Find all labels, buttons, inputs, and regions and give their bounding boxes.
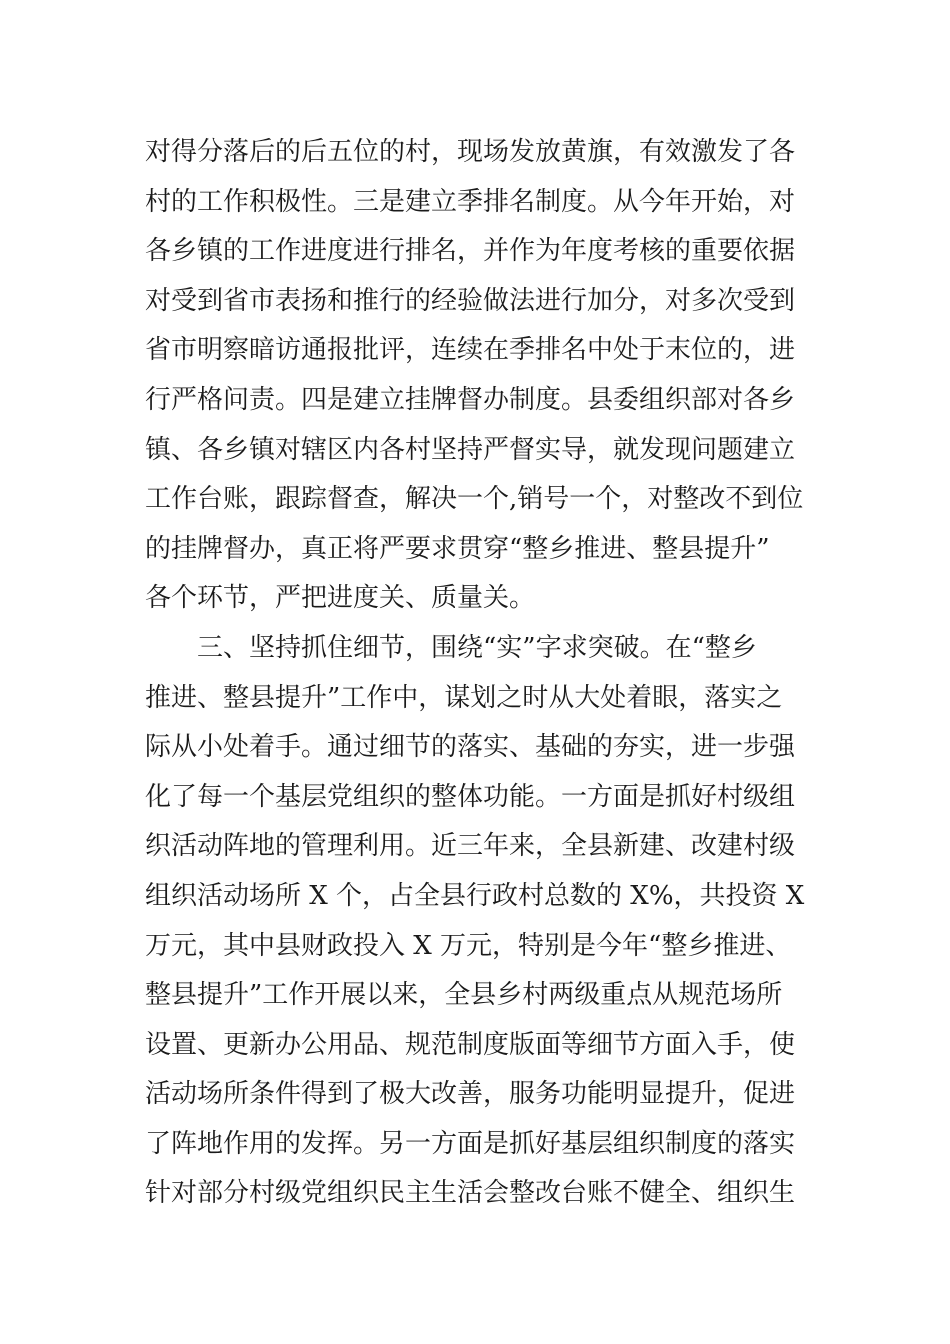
text-line: 各个环节，严把进度关、质量关。: [145, 583, 536, 614]
text-line: 工作台账，跟踪督查，解决一个,销号一个，对整改不到位: [145, 484, 804, 515]
text-line: 行严格问责。四是建立挂牌督办制度。县委组织部对各乡: [145, 384, 796, 415]
text-line: 对得分落后的后五位的村，现场发放黄旗，有效激发了各: [145, 137, 796, 167]
text-line: 镇、各乡镇对辖区内各村坚持严督实导，就发现问题建立: [145, 434, 796, 465]
section-heading-line: 三、坚持抓住细节，围绕“实”字求突破。在“整乡: [145, 632, 757, 663]
text-line: 万元，其中县财政投入 X 万元，特别是今年“整乡推进、: [145, 930, 792, 961]
text-line: 际从小处着手。通过细节的落实、基础的夯实，进一步强: [145, 732, 796, 763]
text-line: 组织活动场所 X 个，占全县行政村总数的 X%，共投资 X: [145, 880, 805, 911]
text-line: 的挂牌督办，真正将严要求贯穿“整乡推进、整县提升”: [145, 533, 770, 564]
text-line: 了阵地作用的发挥。另一方面是抓好基层组织制度的落实: [145, 1128, 796, 1159]
text-line: 针对部分村级党组织民主生活会整改台账不健全、组织生: [145, 1178, 796, 1209]
text-line: 省市明察暗访通报批评，连续在季排名中处于末位的，进: [145, 335, 796, 366]
text-line: 设置、更新办公用品、规范制度版面等细节方面入手，使: [145, 1029, 796, 1060]
text-line: 织活动阵地的管理利用。近三年来，全县新建、改建村级: [145, 831, 796, 862]
text-line: 对受到省市表扬和推行的经验做法进行加分，对多次受到: [145, 285, 796, 316]
text-line: 活动场所条件得到了极大改善，服务功能明显提升，促进: [145, 1079, 796, 1110]
text-line: 推进、整县提升”工作中，谋划之时从大处着眼，落实之: [145, 682, 783, 713]
text-line: 化了每一个基层党组织的整体功能。一方面是抓好村级组: [145, 781, 796, 812]
text-line: 村的工作积极性。三是建立季排名制度。从今年开始，对: [145, 186, 796, 217]
body-text: [145, 128, 815, 1219]
text-line: 各乡镇的工作进度进行排名，并作为年度考核的重要依据: [145, 236, 796, 267]
text-line: 整县提升”工作开展以来，全县乡村两级重点从规范场所: [145, 980, 783, 1011]
